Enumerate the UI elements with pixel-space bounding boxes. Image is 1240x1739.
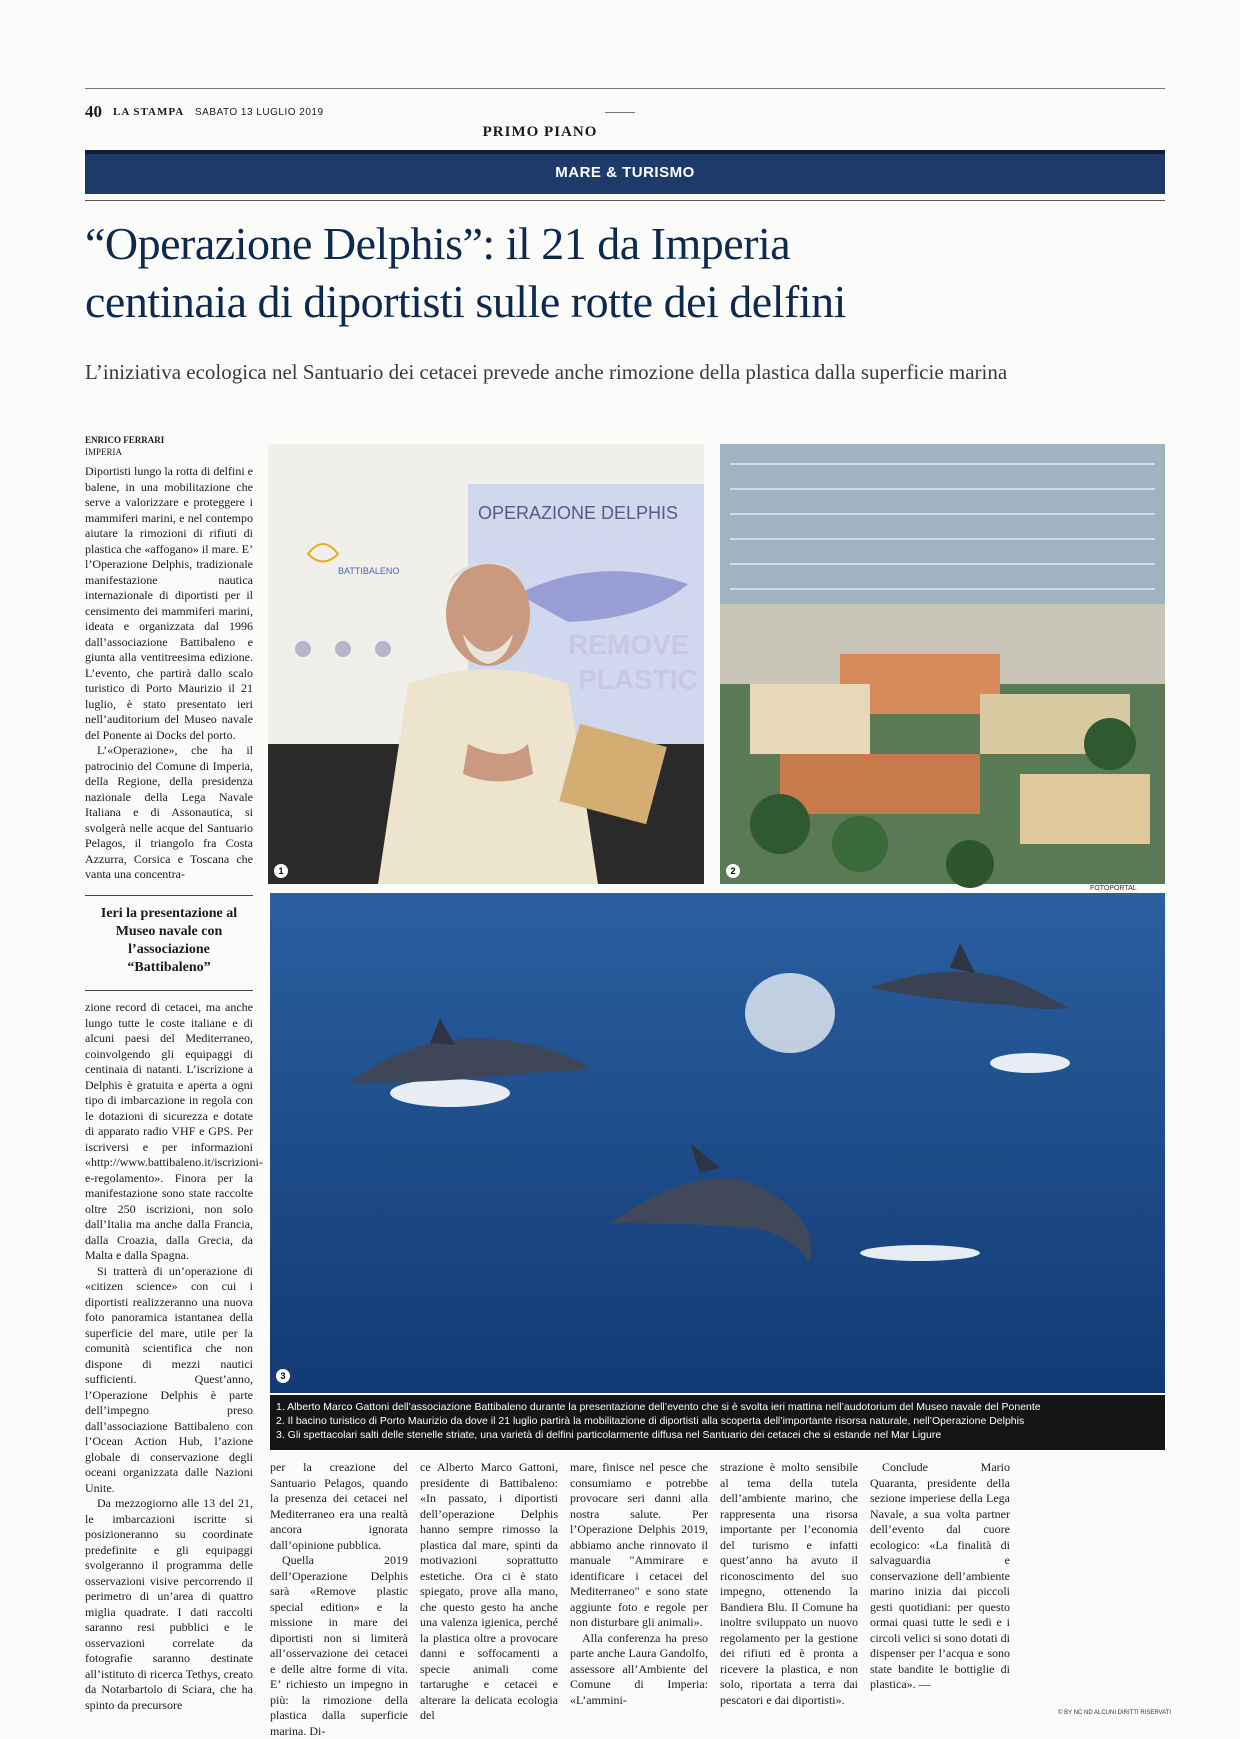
paragraph: Alla conferenza ha preso parte anche Laura Gandolfo, assessore all’Ambiente del Comune di Imperia: «L’ammini- bbox=[570, 1630, 708, 1707]
screen-plastic: PLASTIC bbox=[578, 664, 698, 695]
issue-date: SABATO 13 LUGLIO 2019 bbox=[195, 107, 324, 118]
paragraph: per la creazione del Santuario Pelagos, quando la presenza dei cetacei nel Mediterraneo era una realtà ancora ignorata dall’opinione pubblica. bbox=[270, 1460, 408, 1552]
caption-3: 3. Gli spettacolari salti delle stenelle striate, una varietà di delfini particolarmente diffusa nel Santuario dei cetacei che si estande nel Mar Ligure bbox=[276, 1429, 942, 1441]
paper-name: LA STAMPA bbox=[113, 106, 185, 118]
column-4 bbox=[570, 1460, 708, 1708]
paragraph: Diportisti lungo la rotta di delfini e balene, in una mobilitazione che serve a valorizzare e proteggere i mammiferi marini, e nel contempo aiutare la rimozioni di rifiuti di plastica che «affogano» il mare. E’ l’Operazione Delphis, tradizionale manifestazione nautica internazionale di diportisti per il censimento dei mammiferi marini, ideata e organizzata dal 1996 dall’associazione Battibaleno e giunta alla ventitreesima edizione. L’evento, che partirà dallo scalo turistico di Porto Maurizio il 21 luglio, è stato presentato ieri nell’auditorium del Museo navale del Ponente ai Docks del porto. bbox=[85, 464, 253, 742]
paragraph: Si tratterà di un’operazione di «citizen science» con cui i diportisti realizzeranno una nuova foto panoramica istantanea della superficie del mare, utile per la comunità scientifica che non dispone di mezzi nautici sufficienti. Quest’anno, l’Operazione Delphis è parte dell’impegno preso dall’associazione Battibaleno con l’Ocean Action Hub, l’azione globale di conservazione degli oceani organizzata dalle Nazioni Unite. bbox=[85, 1263, 253, 1495]
caption-1: 1. Alberto Marco Gattoni dell’associazione Battibaleno durante la presentazione dell’evento che si è svolta ieri mattina nell’audotorium del Museo navale del Ponente bbox=[276, 1401, 1041, 1413]
photo-credit: FOTOPORTAL bbox=[1090, 885, 1137, 892]
screen-logo: BATTIBALENO bbox=[338, 566, 400, 576]
paragraph: Quella 2019 dell’Operazione Delphis sarà «Remove plastic special edition» e la missione in mare dei diportisti non si limiterà all’osservazione dei cetacei e delle altre forme di vita. E’ richiesto un impegno in più: la rimozione della plastica dalla superficie marina. Di- bbox=[270, 1553, 408, 1738]
paragraph: mare, finisce nel pesce che consumiamo e potrebbe provocare seri danni alla nostra salute. Per l’Operazione Delphis 2019, abbiamo anche rinnovato il manuale "Ammirare e identificare i cetacei del Mediterraneo" e sono state aggiunte foto e regole per non disturbare gli animali». bbox=[570, 1460, 708, 1629]
band-rule bbox=[85, 200, 1165, 201]
paragraph: Da mezzogiorno alle 13 del 21, le imbarcazioni iscritte si posizioneranno su coordinate predefinite e gli equipaggi svolgeranno il programma delle osservazioni visive percorrendo il perimetro di un’area di quattro miglia quadrate. I dati raccolti saranno resi pubblici e le osservazioni correlate da fotografie saranno destinate all’istituto di ricerca Tethys, creato da Notarbartolo di Sciara, che ha spinto da precursore bbox=[85, 1496, 253, 1712]
photo-captions bbox=[270, 1395, 1165, 1450]
band-label: MARE & TURISMO bbox=[555, 164, 695, 181]
photo-badge-1: 1 bbox=[274, 864, 288, 878]
caption-2: 2. Il bacino turistico di Porto Maurizio da dove il 21 luglio partirà la mobilitazione di diportisti alla scoperta dell’importante risorsa naturale, nell’Operazione Delphis bbox=[276, 1415, 1025, 1427]
author: ENRICO FERRARI bbox=[85, 435, 165, 445]
deck: L’iniziativa ecologica nel Santuario dei cetacei prevede anche rimozione della plastica dalla superficie marina bbox=[85, 360, 1008, 384]
top-rule bbox=[85, 88, 1165, 89]
section-tick bbox=[605, 112, 635, 113]
headline-line-1: “Operazione Delphis”: il 21 da Imperia bbox=[85, 218, 791, 269]
section-label: PRIMO PIANO bbox=[482, 124, 598, 140]
photo-badge-2: 2 bbox=[726, 864, 740, 878]
column-1-top bbox=[85, 464, 253, 883]
location: IMPERIA bbox=[85, 447, 123, 457]
paragraph: zione record di cetacei, ma anche lungo tutte le coste italiane e di alcuni paesi del Mediterraneo, coinvolgendo gli equipaggi di centinaia di natanti. L’iscrizione a Delphis è gratuita e aperta a ogni tipo di imbarcazione in regola con le dotazioni di sicurezza e dotate di apparato radio VHF e GPS. Per iscriversi e per informazioni «http://www.battibaleno.it/iscrizioni-e-regolamento». Finora per la manifestazione sono state raccolte oltre 250 iscrizioni, non solo dall’Italia ma anche dalla Francia, dalla Croazia, dalla Grecia, da Malta e dalla Spagna. bbox=[85, 1000, 263, 1262]
paragraph: ce Alberto Marco Gattoni, presidente di Battibaleno: «In passato, i diportisti dell’operazione Delphis hanno sempre rimosso la plastica dal mare, spinti da motivazioni soprattutto estetiche. Ora ci è stato spiegato, prove alla mano, che questo gesto ha anche una valenza igienica, perché la plastica oltre a provocare danni e soffocamenti a specie animali come tartarughe e cetacei e alterare la delicata ecologia del bbox=[420, 1460, 558, 1722]
headline bbox=[85, 215, 1165, 331]
pullquote: Ieri la presentazione al Museo navale con l’associazione “Battibaleno” bbox=[100, 906, 238, 975]
section-band bbox=[85, 150, 1165, 194]
paragraph: Conclude Mario Quaranta, presidente della sezione imperiese della Lega Navale, a sua volta partner dell’evento dal cuore ecologico: «La finalità di salvaguardia e conservazione dell’ambiente marino inizia dai piccoli gesti quotidiani: per questo ormai quasi tutte le sedi e i circoli velici si sono dotati di dispenser per l’acqua e sono state bandite le bottiglie di plastica». — bbox=[870, 1460, 1010, 1691]
paragraph: L’«Operazione», che ha il patrocinio del Comune di Imperia, della Regione, della presidenza nazionale della Lega Navale Italiana e di Assonautica, si svolgerà nelle acque del Santuario Pelagos, il triangolo fra Costa Azzurra, Corsica e Toscana che vanta una concentra- bbox=[85, 743, 253, 881]
photo-presentation bbox=[268, 444, 704, 884]
page-number: 40 bbox=[85, 102, 102, 121]
column-6 bbox=[870, 1460, 1010, 1693]
column-3 bbox=[420, 1460, 558, 1724]
column-1-bottom bbox=[85, 1000, 263, 1713]
column-5 bbox=[720, 1460, 858, 1708]
screen-title: OPERAZIONE DELPHIS bbox=[478, 503, 679, 523]
paragraph: strazione è molto sensibile al tema della tutela dell’ambiente marino, che rappresenta una risorsa importante per l’economia del turismo e infatti quest’anno ha avuto il riconoscimento del suo impegno, ottenendo la Bandiera Blu. Il Comune ha inoltre sviluppato un nuovo regolamento per la gestione dei rifiuti ed è pronta a ricevere la plastica, e non solo, riportata a terra dai pescatori e dai diportisti». bbox=[720, 1460, 858, 1707]
pullquote-rule bbox=[85, 990, 253, 991]
photo-harbour bbox=[720, 444, 1165, 884]
pullquote-rule bbox=[85, 895, 253, 896]
photo-badge-3: 3 bbox=[276, 1369, 290, 1383]
screen-remove: REMOVE bbox=[568, 629, 690, 660]
photo-dolphins bbox=[270, 893, 1165, 1393]
column-2 bbox=[270, 1460, 408, 1739]
headline-line-2: centinaia di diportisti sulle rotte dei delfini bbox=[85, 276, 846, 327]
rights-notice: © BY NC ND ALCUNI DIRITTI RISERVATI bbox=[1058, 1710, 1171, 1716]
